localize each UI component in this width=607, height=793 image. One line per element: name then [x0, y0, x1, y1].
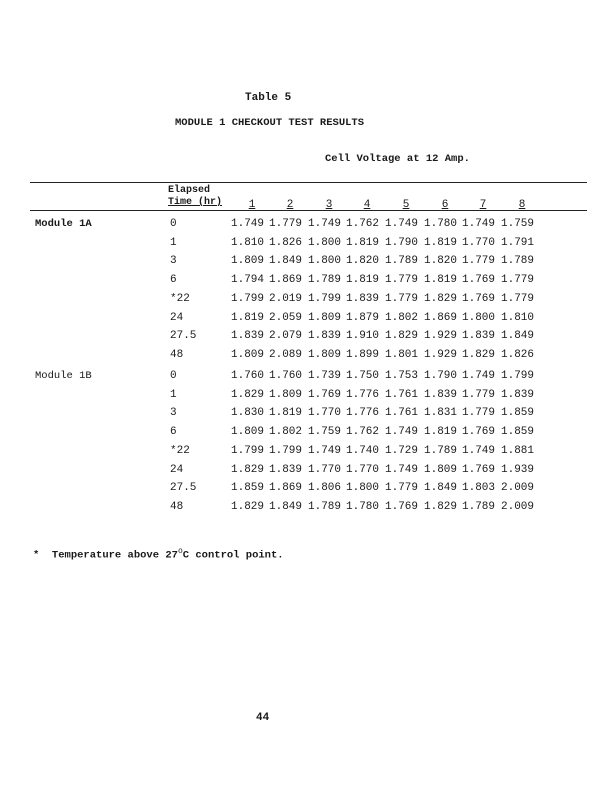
voltage-cell: 1.831	[424, 407, 458, 420]
voltage-cell: 1.839	[346, 292, 380, 305]
voltage-cell: 1.779	[462, 407, 496, 420]
voltage-cell: 1.770	[308, 463, 342, 476]
voltage-cell: 1.769	[462, 274, 496, 287]
elapsed-time-cell: 6	[170, 274, 177, 287]
elapsed-header-line2: Time (hr)	[168, 197, 223, 208]
column-header-cell-5: 5	[402, 199, 410, 211]
column-header-cell-1: 1	[248, 199, 256, 211]
voltage-cell: 1.762	[346, 426, 380, 439]
voltage-cell: 1.810	[501, 311, 535, 324]
voltage-cell: 1.729	[385, 444, 419, 457]
voltage-cell: 1.859	[501, 426, 535, 439]
voltage-cell: 1.779	[462, 388, 496, 401]
voltage-cell: 1.869	[269, 482, 303, 495]
elapsed-time-cell: *22	[170, 444, 190, 457]
degree-symbol: o	[177, 547, 183, 556]
elapsed-time-cell: 27.5	[170, 330, 197, 343]
voltage-cell: 1.839	[501, 388, 535, 401]
voltage-cell: 1.779	[501, 274, 535, 287]
table-number: Table 5	[245, 92, 292, 104]
elapsed-time-cell: 24	[170, 311, 184, 324]
column-header-cell-4: 4	[363, 199, 371, 211]
voltage-cell: 1.839	[462, 330, 496, 343]
elapsed-time-cell: 3	[170, 407, 177, 420]
voltage-cell: 1.910	[346, 330, 380, 343]
voltage-cell: 2.009	[501, 500, 535, 513]
voltage-cell: 1.770	[462, 236, 496, 249]
voltage-cell: 1.829	[231, 463, 265, 476]
elapsed-time-cell: 48	[170, 348, 184, 361]
footnote-text-before: Temperature above 27	[51, 549, 178, 562]
voltage-cell: 2.009	[501, 482, 535, 495]
column-group-label: Cell Voltage at 12 Amp.	[325, 153, 470, 165]
voltage-cell: 1.801	[385, 348, 419, 361]
voltage-cell: 1.789	[385, 255, 419, 268]
voltage-cell: 1.829	[385, 330, 419, 343]
voltage-cell: 1.799	[501, 370, 535, 382]
elapsed-header-line1: Elapsed	[168, 185, 211, 196]
voltage-cell: 1.789	[462, 500, 496, 513]
voltage-cell: 1.820	[424, 255, 458, 268]
voltage-cell: 1.802	[269, 426, 303, 439]
voltage-cell: 1.740	[346, 444, 380, 457]
voltage-cell: 1.790	[424, 370, 458, 382]
voltage-cell: 1.830	[231, 407, 265, 420]
voltage-cell: 1.762	[346, 218, 380, 230]
voltage-cell: 1.826	[269, 236, 303, 249]
voltage-cell: 1.799	[269, 444, 303, 457]
voltage-cell: 1.791	[501, 236, 535, 249]
voltage-cell: 1.839	[269, 463, 303, 476]
column-header-cell-6: 6	[441, 199, 449, 211]
voltage-cell: 1.819	[424, 236, 458, 249]
voltage-cell: 1.776	[346, 388, 380, 401]
voltage-cell: 1.800	[308, 236, 342, 249]
voltage-cell: 1.829	[231, 388, 265, 401]
column-header-cell-8: 8	[518, 199, 526, 211]
voltage-cell: 1.929	[424, 330, 458, 343]
voltage-cell: 1.802	[385, 311, 419, 324]
voltage-cell: 1.800	[308, 255, 342, 268]
voltage-cell: 1.809	[308, 348, 342, 361]
voltage-cell: 1.760	[231, 370, 265, 382]
voltage-cell: 1.776	[346, 407, 380, 420]
voltage-cell: 1.769	[462, 426, 496, 439]
voltage-cell: 1.789	[501, 255, 535, 268]
elapsed-time-cell: 3	[170, 255, 177, 268]
voltage-cell: 1.826	[501, 348, 535, 361]
table-top-rule	[30, 182, 587, 183]
voltage-cell: 1.790	[385, 236, 419, 249]
voltage-cell: 1.829	[424, 500, 458, 513]
elapsed-time-cell: 1	[170, 236, 177, 249]
voltage-cell: 1.806	[308, 482, 342, 495]
elapsed-time-cell: 48	[170, 500, 184, 513]
voltage-cell: 2.059	[269, 311, 303, 324]
voltage-cell: 1.779	[269, 218, 303, 230]
voltage-cell: 1.839	[231, 330, 265, 343]
voltage-cell: 1.770	[308, 407, 342, 420]
voltage-cell: 1.809	[269, 388, 303, 401]
elapsed-time-cell: 27.5	[170, 482, 197, 495]
voltage-cell: 1.749	[385, 463, 419, 476]
voltage-cell: 1.800	[346, 482, 380, 495]
voltage-cell: 1.829	[231, 500, 265, 513]
voltage-cell: 1.819	[346, 236, 380, 249]
voltage-cell: 1.761	[385, 388, 419, 401]
voltage-cell: 1.839	[308, 330, 342, 343]
column-header-cell-2: 2	[286, 199, 294, 211]
footnote-marker: *	[33, 549, 40, 562]
voltage-cell: 1.760	[269, 370, 303, 382]
voltage-cell: 1.749	[385, 426, 419, 439]
voltage-cell: 1.939	[501, 463, 535, 476]
voltage-cell: 1.869	[269, 274, 303, 287]
voltage-cell: 1.759	[308, 426, 342, 439]
voltage-cell: 1.849	[269, 500, 303, 513]
voltage-cell: 1.761	[385, 407, 419, 420]
voltage-cell: 1.749	[462, 218, 496, 230]
voltage-cell: 1.769	[308, 388, 342, 401]
voltage-cell: 1.794	[231, 274, 265, 287]
voltage-cell: 1.749	[462, 444, 496, 457]
voltage-cell: 1.859	[501, 407, 535, 420]
voltage-cell: 1.803	[462, 482, 496, 495]
footnote	[33, 547, 284, 562]
elapsed-time-cell: 0	[170, 370, 177, 382]
voltage-cell: 1.849	[424, 482, 458, 495]
voltage-cell: 1.810	[231, 236, 265, 249]
voltage-cell: 1.779	[385, 482, 419, 495]
column-header-cell-3: 3	[325, 199, 333, 211]
column-header-cell-7: 7	[479, 199, 487, 211]
elapsed-time-cell: 0	[170, 218, 177, 230]
module-label: Module 1A	[35, 218, 92, 230]
voltage-cell: 1.829	[462, 348, 496, 361]
voltage-cell: 1.869	[424, 311, 458, 324]
voltage-cell: 1.749	[308, 444, 342, 457]
voltage-cell: 1.849	[501, 330, 535, 343]
voltage-cell: 1.809	[231, 348, 265, 361]
voltage-cell: 1.753	[385, 370, 419, 382]
voltage-cell: 1.809	[308, 311, 342, 324]
voltage-cell: 1.749	[308, 218, 342, 230]
elapsed-time-cell: 1	[170, 388, 177, 401]
voltage-cell: 1.819	[231, 311, 265, 324]
voltage-cell: 1.849	[269, 255, 303, 268]
voltage-cell: 1.779	[385, 274, 419, 287]
voltage-cell: 1.799	[308, 292, 342, 305]
voltage-cell: 1.749	[462, 370, 496, 382]
voltage-cell: 1.879	[346, 311, 380, 324]
voltage-cell: 1.899	[346, 348, 380, 361]
voltage-cell: 1.881	[501, 444, 535, 457]
voltage-cell: 1.779	[385, 292, 419, 305]
voltage-cell: 1.759	[501, 218, 535, 230]
voltage-cell: 1.769	[385, 500, 419, 513]
voltage-cell: 1.769	[462, 292, 496, 305]
voltage-cell: 1.749	[231, 218, 265, 230]
voltage-cell: 1.819	[424, 274, 458, 287]
voltage-cell: 2.079	[269, 330, 303, 343]
voltage-cell: 1.819	[269, 407, 303, 420]
voltage-cell: 1.749	[385, 218, 419, 230]
table-header-rule	[30, 210, 587, 211]
voltage-cell: 1.859	[231, 482, 265, 495]
voltage-cell: 1.789	[424, 444, 458, 457]
voltage-cell: 1.770	[346, 463, 380, 476]
voltage-cell: 1.820	[346, 255, 380, 268]
voltage-cell: 1.739	[308, 370, 342, 382]
voltage-cell: 1.779	[501, 292, 535, 305]
voltage-cell: 1.750	[346, 370, 380, 382]
voltage-cell: 1.769	[462, 463, 496, 476]
voltage-cell: 1.839	[424, 388, 458, 401]
elapsed-time-cell: *22	[170, 292, 190, 305]
voltage-cell: 2.089	[269, 348, 303, 361]
voltage-cell: 1.819	[346, 274, 380, 287]
voltage-cell: 1.780	[346, 500, 380, 513]
voltage-cell: 1.929	[424, 348, 458, 361]
voltage-cell: 1.799	[231, 444, 265, 457]
voltage-cell: 1.780	[424, 218, 458, 230]
voltage-cell: 1.829	[424, 292, 458, 305]
voltage-cell: 1.809	[424, 463, 458, 476]
voltage-cell: 1.789	[308, 500, 342, 513]
footnote-text-after: C control point.	[182, 549, 284, 562]
voltage-cell: 1.799	[231, 292, 265, 305]
table-title: MODULE 1 CHECKOUT TEST RESULTS	[175, 117, 365, 129]
voltage-cell: 2.019	[269, 292, 303, 305]
page-number: 44	[256, 712, 270, 724]
voltage-cell: 1.809	[231, 255, 265, 268]
voltage-cell: 1.809	[231, 426, 265, 439]
voltage-cell: 1.819	[424, 426, 458, 439]
elapsed-time-cell: 24	[170, 463, 184, 476]
elapsed-time-cell: 6	[170, 426, 177, 439]
voltage-cell: 1.789	[308, 274, 342, 287]
voltage-cell: 1.800	[462, 311, 496, 324]
voltage-cell: 1.779	[462, 255, 496, 268]
module-label: Module 1B	[35, 370, 92, 382]
